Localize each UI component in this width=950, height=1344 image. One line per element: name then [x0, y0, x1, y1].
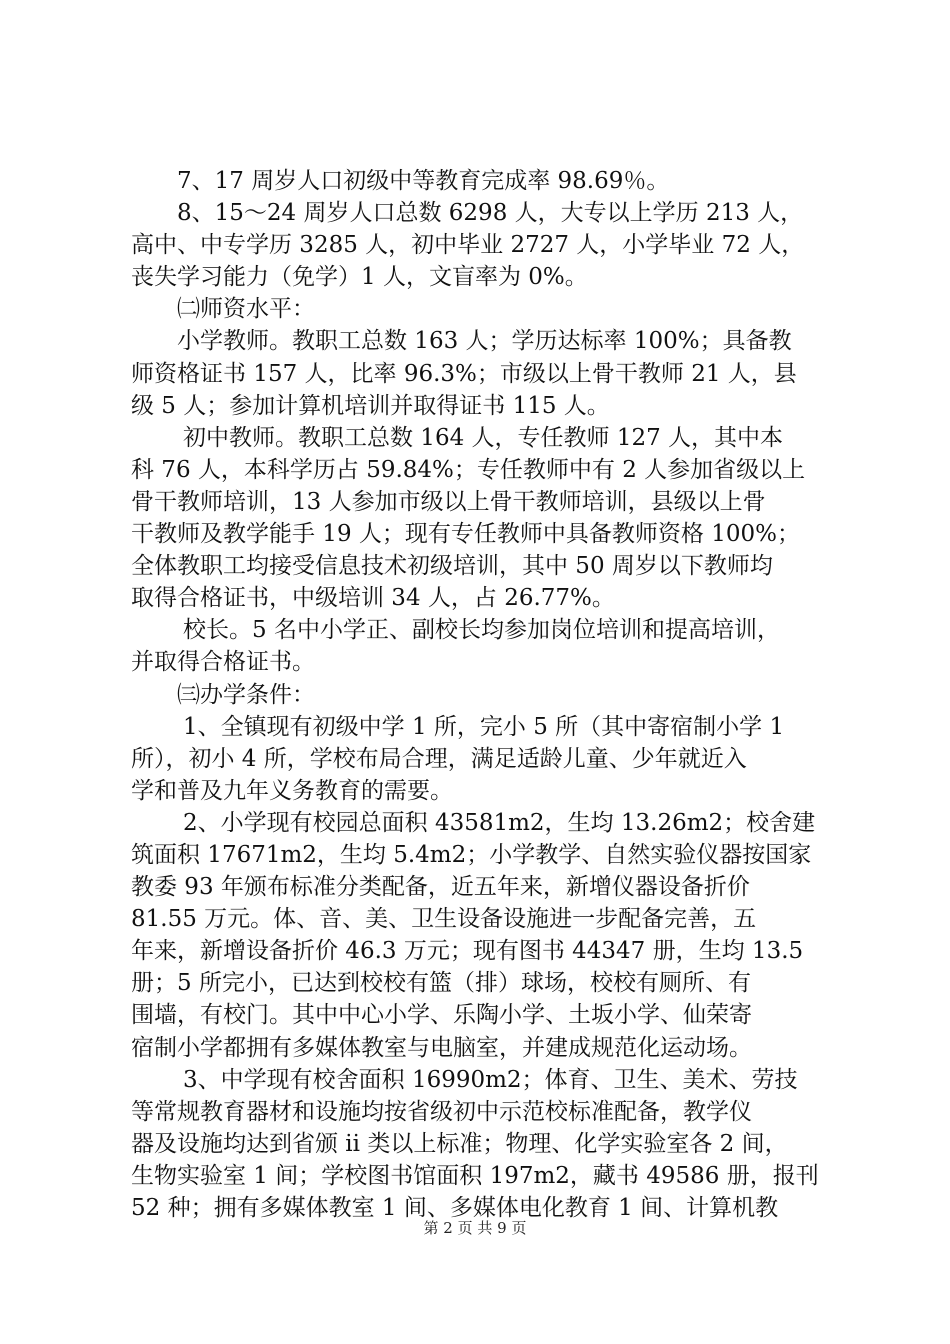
text-line: 科 76 人，本科学历占 59.84%；专任教师中有 2 人参加省级以上 — [131, 456, 806, 483]
text-line: 1、全镇现有初级中学 1 所，完小 5 所（其中寄宿制小学 1 — [183, 713, 785, 740]
text-line: 3、中学现有校舍面积 16990m2；体育、卫生、美术、劳技 — [183, 1066, 798, 1093]
text-line: 围墙，有校门。其中中心小学、乐陶小学、土坂小学、仙荣寄 — [131, 1002, 752, 1029]
text-line: 初中教师。教职工总数 164 人，专任教师 127 人，其中本 — [183, 424, 784, 451]
text-line: 生物实验室 1 间；学校图书馆面积 197m2，藏书 49586 册，报刊 — [131, 1162, 819, 1189]
text-line: 教委 93 年颁布标准分类配备，近五年来，新增仪器设备折价 — [131, 874, 750, 901]
text-line: 校长。5 名中小学正、副校长均参加岗位培训和提高培训， — [183, 617, 780, 644]
document-body — [131, 165, 833, 1224]
text-line: 取得合格证书，中级培训 34 人，占 26.77%。 — [131, 585, 615, 612]
text-line: 81.55 万元。体、音、美、卫生设备设施进一步配备完善，五 — [131, 906, 757, 933]
page-footer: 第 2 页 共 9 页 — [423, 1219, 527, 1237]
text-line: 所），初小 4 所，学校布局合理，满足适龄儿童、少年就近入 — [131, 745, 747, 772]
text-line: 高中、中专学历 3285 人，初中毕业 2727 人，小学毕业 72 人， — [131, 232, 805, 259]
text-line: 8、15～24 周岁人口总数 6298 人，大专以上学历 213 人， — [177, 200, 804, 227]
text-line: 级 5 人；参加计算机培训并取得证书 115 人。 — [131, 392, 610, 419]
text-line: 全体教职工均接受信息技术初级培训，其中 50 周岁以下教师均 — [131, 553, 773, 580]
text-line: 学和普及九年义务教育的需要。 — [131, 777, 453, 804]
text-line: 丧失学习能力（免学）1 人，文盲率为 0%。 — [131, 264, 588, 291]
text-line: 师资格证书 157 人，比率 96.3%；市级以上骨干教师 21 人，县 — [131, 360, 797, 387]
text-line: 52 种；拥有多媒体教室 1 间、多媒体电化教育 1 间、计算机教 — [131, 1195, 779, 1221]
section-heading: ㈢办学条件： — [177, 681, 315, 708]
text-line: 等常规教育器材和设施均按省级初中示范校标准配备，教学仪 — [131, 1098, 752, 1125]
text-line: 册；5 所完小，已达到校校有篮（排）球场，校校有厕所、有 — [131, 970, 751, 997]
text-line: 年来，新增设备折价 46.3 万元；现有图书 44347 册，生均 13.5 — [131, 938, 804, 965]
text-line: 干教师及教学能手 19 人；现有专任教师中具备教师资格 100%； — [131, 521, 800, 548]
text-line: 并取得合格证书。 — [131, 649, 315, 676]
text-line: 器及设施均达到省颁 ii 类以上标准；物理、化学实验室各 2 间， — [131, 1130, 788, 1157]
section-heading: ㈡师资水平： — [177, 296, 315, 323]
text-line: 宿制小学都拥有多媒体教室与电脑室，并建成规范化运动场。 — [131, 1034, 752, 1061]
text-line: 筑面积 17671m2，生均 5.4m2；小学教学、自然实验仪器按国家 — [131, 841, 812, 868]
text-line: 2、小学现有校园总面积 43581m2，生均 13.26m2；校舍建 — [183, 809, 816, 836]
text-line: 7、17 周岁人口初级中等教育完成率 98.69％。 — [177, 168, 670, 194]
text-line: 小学教师。教职工总数 163 人；学历达标率 100%；具备教 — [177, 328, 792, 355]
text-line: 骨干教师培训，13 人参加市级以上骨干教师培训，县级以上骨 — [131, 488, 766, 515]
